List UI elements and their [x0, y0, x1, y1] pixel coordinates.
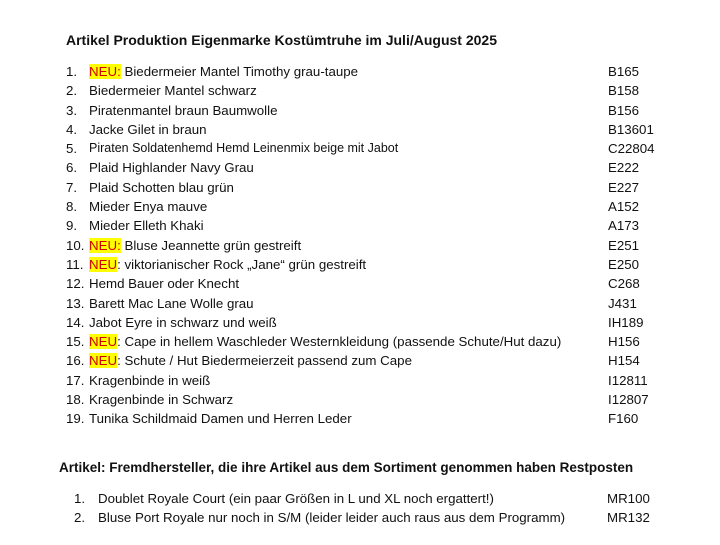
item-number: 17.	[66, 372, 85, 388]
item-code: MR100	[607, 491, 650, 506]
list-item	[0, 489, 720, 508]
item-name: Kragenbinde in weiß	[89, 372, 211, 388]
item-code: B156	[608, 102, 640, 118]
item-name: Jacke Gilet in braun	[89, 121, 207, 137]
item-name: NEU: Schute / Hut Biedermeierzeit passend zum Cape	[89, 353, 412, 369]
item-number: 1.	[66, 64, 78, 79]
remainder-list	[0, 489, 720, 528]
list-item	[0, 216, 720, 235]
item-code: C22804	[608, 141, 655, 157]
list-item	[0, 158, 720, 177]
item-name: NEU: Cape in hellem Waschleder Westernkleidung (passende Schute/Hut dazu)	[89, 334, 562, 350]
item-name: Mieder Enya mauve	[89, 199, 208, 215]
item-code: A173	[608, 218, 640, 234]
item-name: Plaid Schotten blau grün	[89, 179, 234, 195]
item-code: H154	[608, 353, 640, 369]
item-number: 5.	[66, 141, 78, 157]
item-code: B158	[608, 83, 640, 99]
item-number: 15.	[66, 334, 85, 350]
new-badge: NEU	[89, 353, 118, 369]
item-number: 10.	[66, 237, 85, 253]
item-name: NEU: Bluse Jeannette grün gestreift	[89, 237, 302, 253]
list-item	[0, 81, 720, 100]
item-name: Piratenmantel braun Baumwolle	[89, 102, 278, 118]
item-number: 16.	[66, 353, 85, 369]
new-badge: NEU:	[89, 64, 121, 79]
list-item	[0, 371, 720, 390]
list-item	[0, 332, 720, 351]
item-name: NEU: viktorianischer Rock „Jane“ grün gestreift	[89, 256, 367, 272]
item-name: Jabot Eyre in schwarz und weiß	[89, 314, 277, 330]
list-item	[0, 274, 720, 293]
item-name: Doublet Royale Court (ein paar Größen in L und XL noch ergattert!)	[98, 491, 494, 506]
list-item	[0, 178, 720, 197]
list-item	[0, 101, 720, 120]
item-number: 9.	[66, 218, 78, 234]
item-code: I12807	[608, 392, 649, 408]
list-item	[0, 236, 720, 255]
item-number: 8.	[66, 199, 78, 215]
item-code: IH189	[608, 314, 644, 330]
list-item	[0, 294, 720, 313]
item-name: NEU: Biedermeier Mantel Timothy grau-taupe	[89, 64, 359, 79]
item-code: C268	[608, 276, 640, 292]
item-number: 2.	[74, 510, 86, 526]
item-name: Piraten Soldatenhemd Hemd Leinenmix beige mit Jabot	[89, 141, 399, 156]
list-item	[0, 409, 720, 428]
item-code: H156	[608, 334, 640, 350]
item-code: MR132	[607, 510, 650, 526]
list-item	[0, 197, 720, 216]
item-number: 2.	[66, 83, 78, 99]
list-item	[0, 62, 720, 81]
item-name: Biedermeier Mantel schwarz	[89, 83, 257, 99]
item-code: B13601	[608, 121, 654, 137]
list-item	[0, 351, 720, 370]
page-title: Artikel Produktion Eigenmarke Kostümtruhe im Juli/August 2025	[66, 32, 497, 48]
item-number: 13.	[66, 295, 85, 311]
item-number: 6.	[66, 160, 78, 176]
item-code: B165	[608, 64, 640, 79]
item-code: A152	[608, 199, 640, 215]
item-name: Kragenbinde in Schwarz	[89, 392, 234, 408]
list-item	[0, 313, 720, 332]
section-title-third-party: Artikel: Fremdhersteller, die ihre Artikel aus dem Sortiment genommen haben Restposten	[59, 460, 634, 475]
item-name: Barett Mac Lane Wolle grau	[89, 295, 254, 311]
list-item	[0, 390, 720, 409]
item-number: 14.	[66, 314, 85, 330]
list-item	[0, 120, 720, 139]
list-item	[0, 139, 720, 158]
item-number: 11.	[66, 256, 84, 272]
item-number: 3.	[66, 102, 78, 118]
item-number: 4.	[66, 121, 78, 137]
item-code: E227	[608, 179, 640, 195]
item-name: Hemd Bauer oder Knecht	[89, 276, 240, 292]
item-code: E250	[608, 256, 640, 272]
item-code: E251	[608, 237, 640, 253]
list-item	[0, 255, 720, 274]
item-code: E222	[608, 160, 640, 176]
new-badge: NEU	[89, 334, 118, 350]
item-name: Plaid Highlander Navy Grau	[89, 160, 254, 176]
item-number: 19.	[66, 411, 85, 427]
item-number: 12.	[66, 276, 85, 292]
item-name: Bluse Port Royale nur noch in S/M (leider leider auch raus aus dem Programm)	[98, 510, 566, 526]
item-code: I12811	[608, 372, 648, 388]
list-item	[0, 508, 720, 527]
item-name: Tunika Schildmaid Damen und Herren Leder	[89, 411, 352, 427]
item-code: J431	[608, 295, 637, 311]
item-name: Mieder Elleth Khaki	[89, 218, 204, 234]
item-code: F160	[608, 411, 639, 427]
new-badge: NEU	[89, 256, 118, 272]
new-badge: NEU:	[89, 237, 121, 253]
production-list	[0, 62, 720, 429]
item-number: 7.	[66, 179, 78, 195]
item-number: 1.	[74, 491, 86, 506]
item-number: 18.	[66, 392, 85, 408]
